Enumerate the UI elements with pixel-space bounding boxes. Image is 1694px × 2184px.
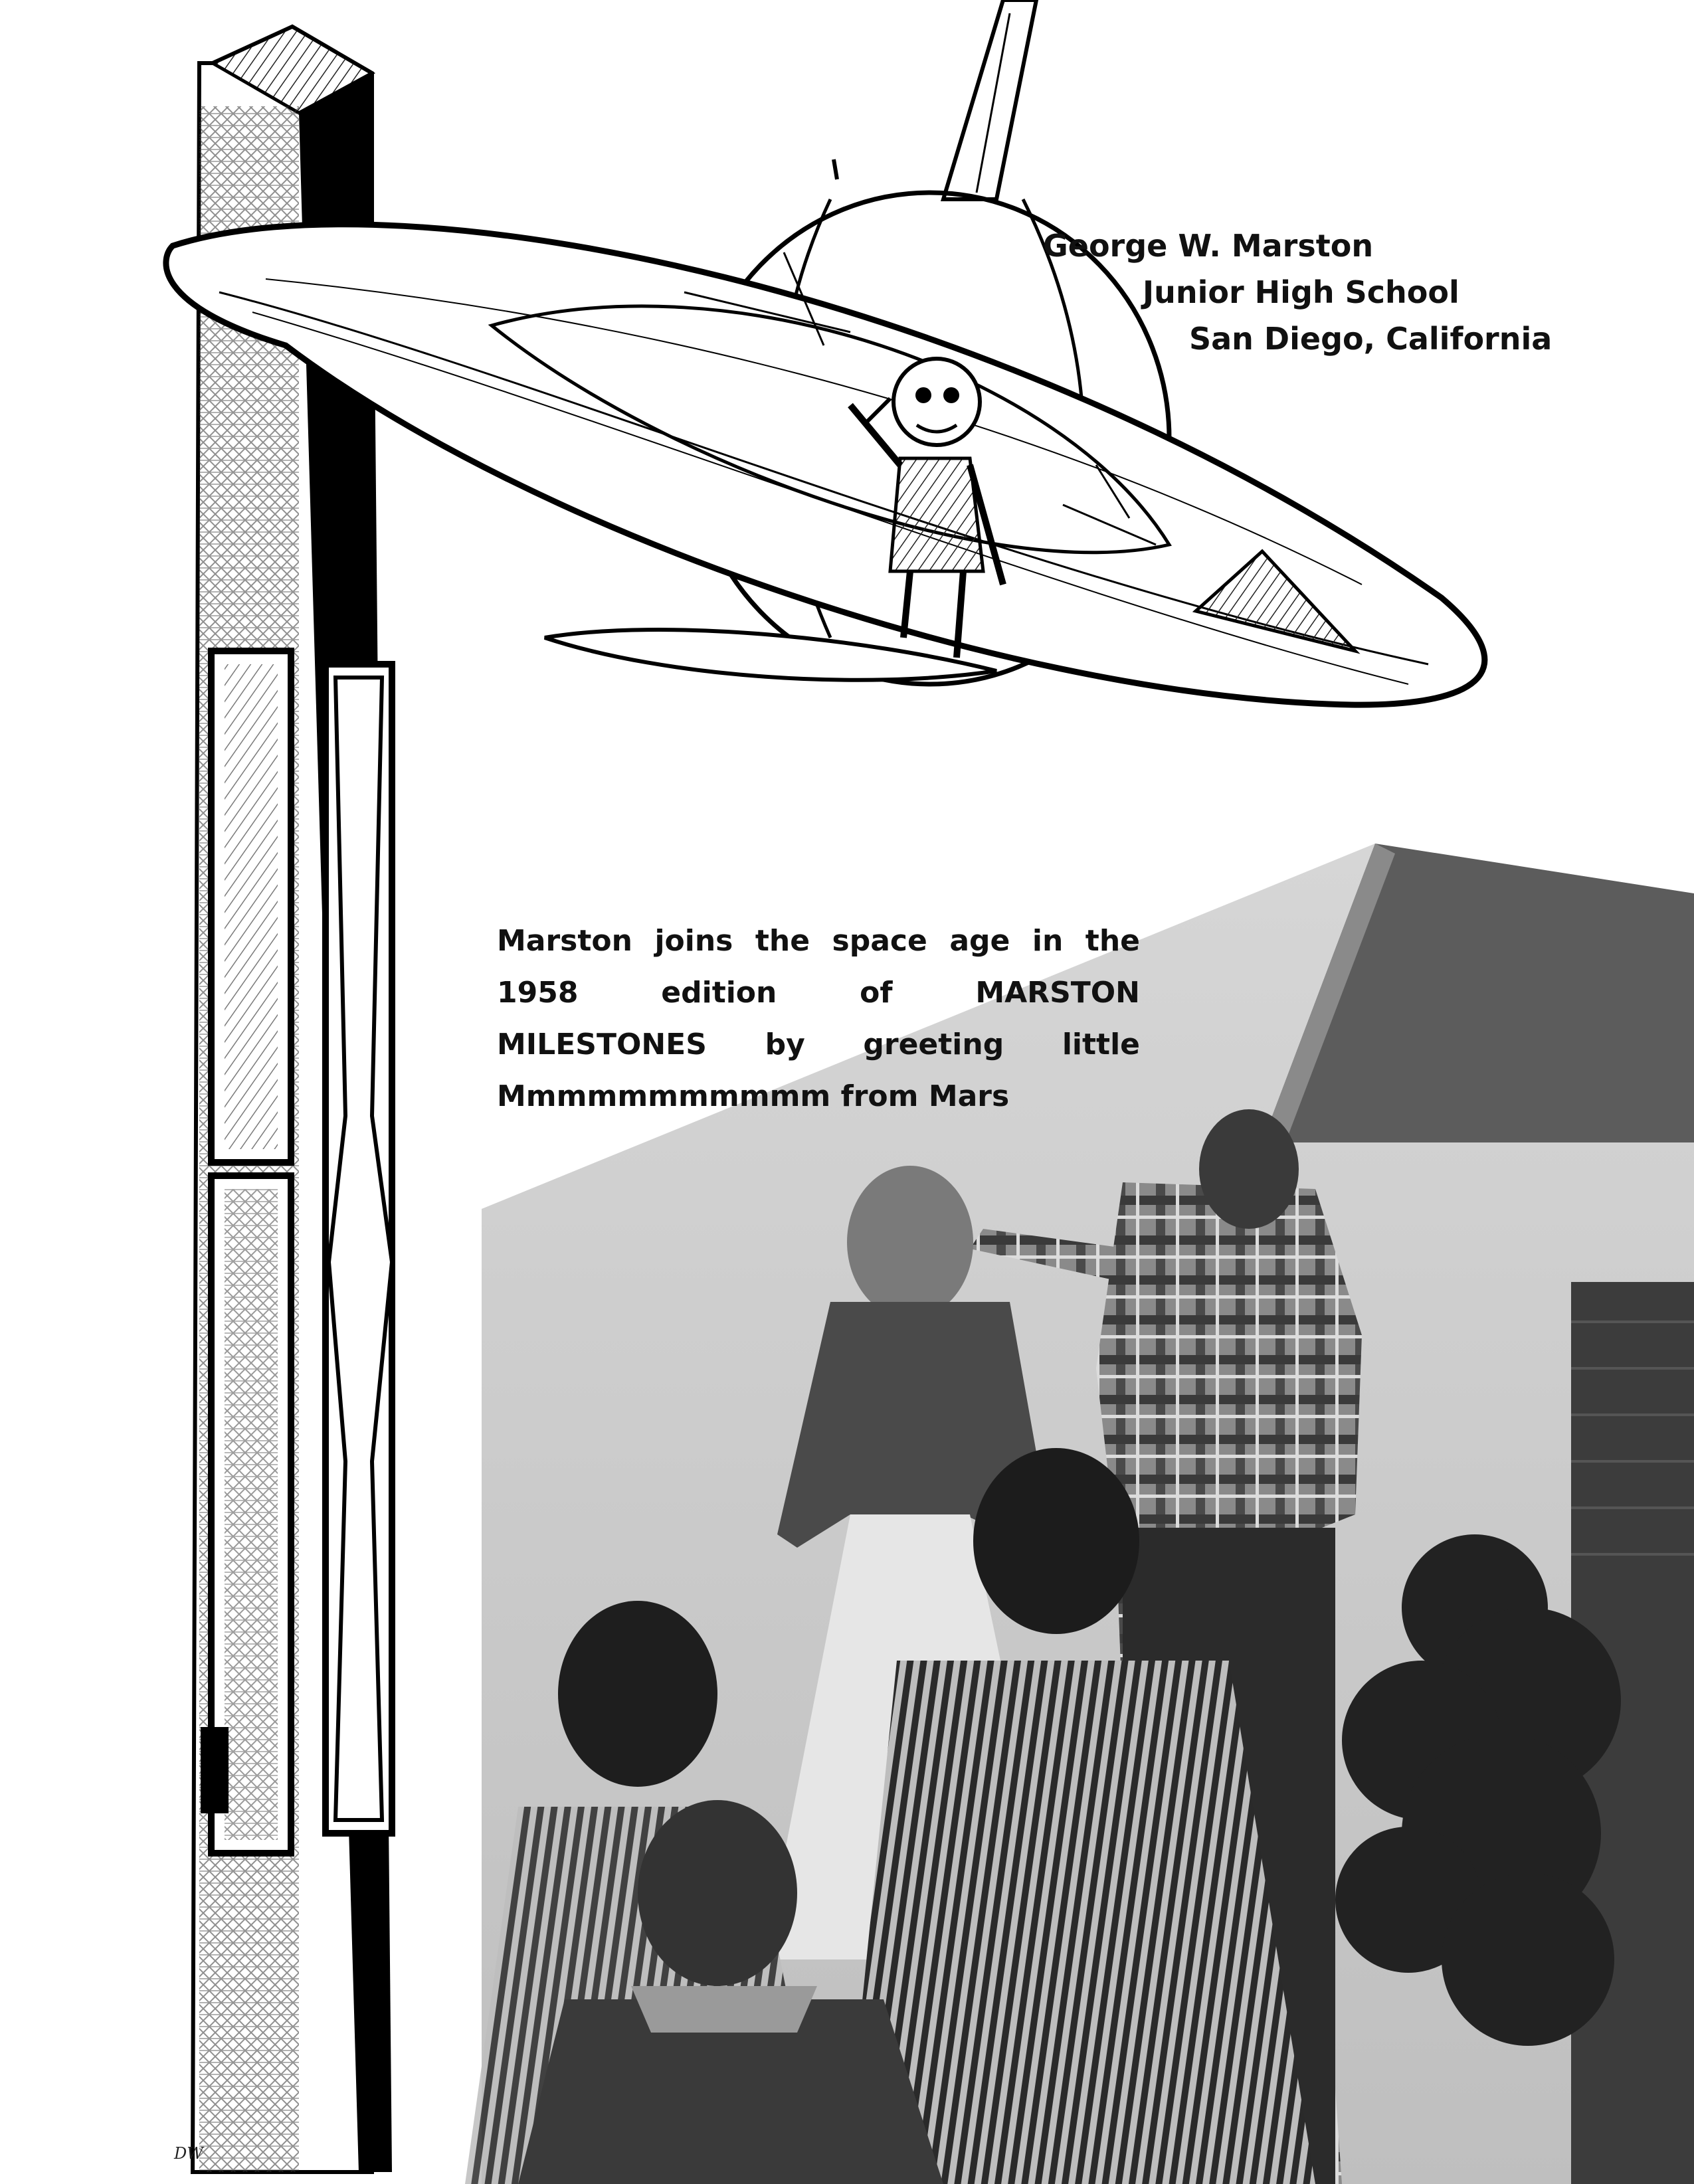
school-type-line: Junior High School	[1143, 274, 1459, 310]
school-location-line: San Diego, California	[1189, 321, 1553, 357]
school-name-line: George W. Marston	[1043, 228, 1374, 264]
artist-signature: DW	[174, 2144, 203, 2163]
school-header	[1043, 223, 1588, 362]
caption-text: Marston joins the space age in the 1958 edition of MARSTON MILESTONES by greeting little Mmmmmmmmmmm from Mars	[497, 924, 1140, 1113]
